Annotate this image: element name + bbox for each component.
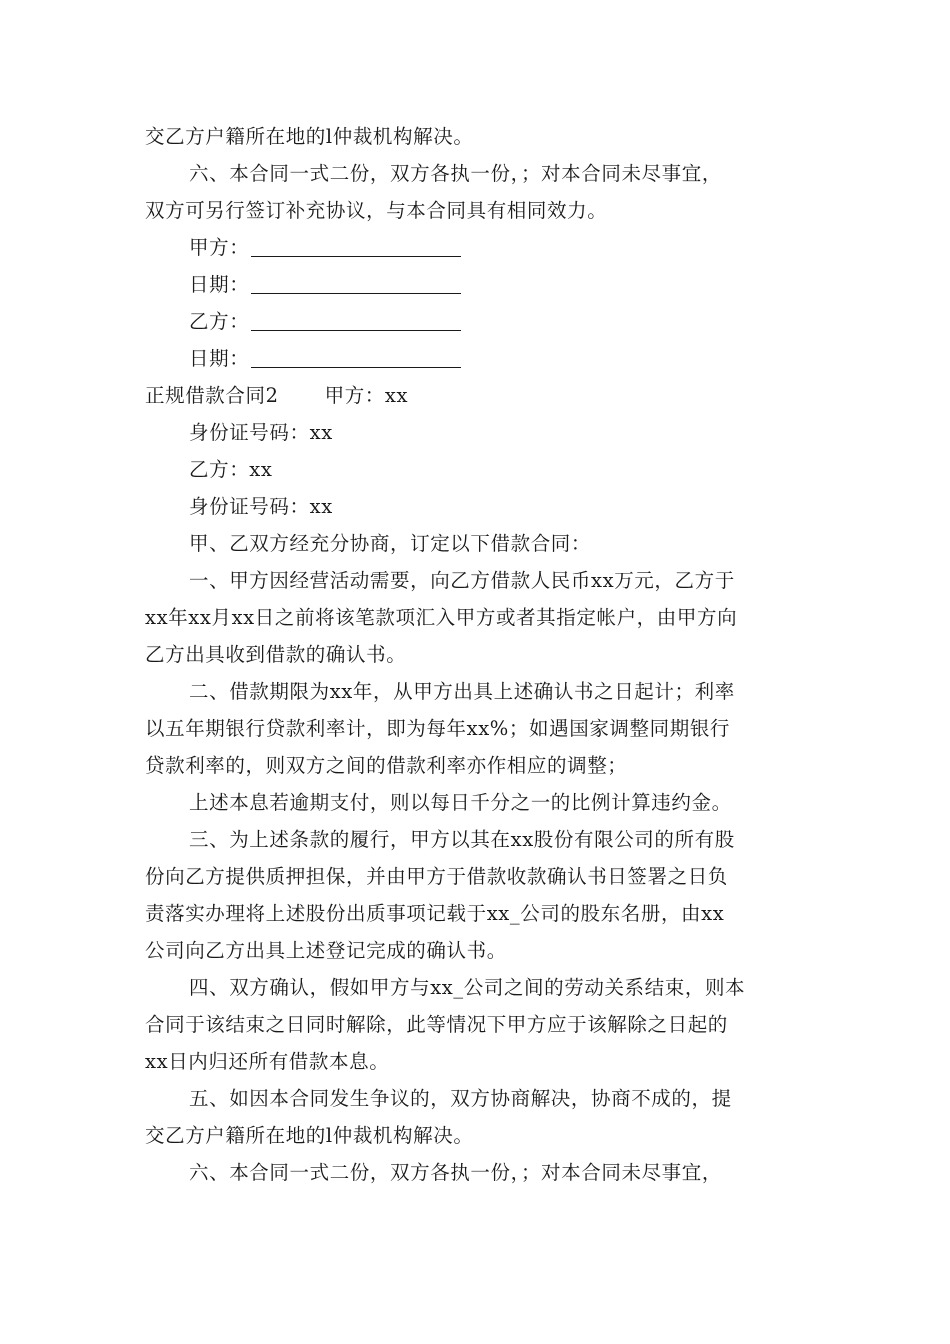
text-line: 以五年期银行贷款利率计，即为每年xx%；如遇国家调整同期银行 xyxy=(145,717,731,740)
signature-blank xyxy=(251,234,461,257)
signature-blank xyxy=(251,308,461,331)
signature-party-b xyxy=(145,303,810,340)
text-line: 公司向乙方出具上述登记完成的确认书。 xyxy=(145,939,507,962)
text-line: xx年xx月xx日之前将该笔款项汇入甲方或者其指定帐户，由甲方向 xyxy=(145,606,738,629)
text-line: 身份证号码：xx xyxy=(189,421,333,444)
document-page xyxy=(145,118,810,1191)
signature-label: 乙方： xyxy=(189,310,250,333)
text-line: 贷款利率的，则双方之间的借款利率亦作相应的调整； xyxy=(145,754,628,777)
signature-label: 日期： xyxy=(189,273,250,296)
contract-title: 正规借款合同2 xyxy=(145,384,279,407)
text-line: 三、为上述条款的履行，甲方以其在xx股份有限公司的所有股 xyxy=(189,828,735,851)
text-line: 乙方：xx xyxy=(189,458,273,481)
signature-blank xyxy=(251,271,461,294)
text-line: 上述本息若逾期支付，则以每日千分之一的比例计算违约金。 xyxy=(189,791,732,814)
text-line: 身份证号码：xx xyxy=(189,495,333,518)
text-line: 份向乙方提供质押担保，并由甲方于借款收款确认书日签署之日负 xyxy=(145,865,728,888)
signature-label: 日期： xyxy=(189,347,250,370)
signature-label: 甲方： xyxy=(189,236,250,259)
signature-date-b xyxy=(145,340,810,377)
signature-blank xyxy=(251,345,461,368)
text-line: 甲、乙双方经充分协商，订定以下借款合同： xyxy=(189,532,592,555)
text-line: 交乙方户籍所在地的l仲裁机构解决。 xyxy=(145,1124,474,1147)
text-line: 四、双方确认，假如甲方与xx_公司之间的劳动关系结束，则本 xyxy=(189,976,746,999)
text-line: 双方可另行签订补充协议，与本合同具有相同效力。 xyxy=(145,199,608,222)
signature-party-a xyxy=(145,229,810,266)
text-line: xx日内归还所有借款本息。 xyxy=(145,1050,390,1073)
text-line: 责落实办理将上述股份出质事项记载于xx_公司的股东名册，由xx xyxy=(145,902,725,925)
text-line: 交乙方户籍所在地的l仲裁机构解决。 xyxy=(145,125,474,148)
party-a-line: 甲方：xx xyxy=(324,384,409,407)
text-line: 合同于该结束之日同时解除，此等情况下甲方应于该解除之日起的 xyxy=(145,1013,728,1036)
text-line: 乙方出具收到借款的确认书。 xyxy=(145,643,407,666)
text-line: 五、如因本合同发生争议的，双方协商解决，协商不成的，提 xyxy=(189,1087,732,1110)
signature-date-a xyxy=(145,266,810,303)
text-line: 六、本合同一式二份，双方各执一份，；对本合同未尽事宜， xyxy=(189,162,722,185)
text-line: 二、借款期限为xx年，从甲方出具上述确认书之日起计；利率 xyxy=(189,680,735,703)
text-line: 六、本合同一式二份，双方各执一份，；对本合同未尽事宜， xyxy=(189,1161,722,1184)
text-line: 一、甲方因经营活动需要，向乙方借款人民币xx万元，乙方于 xyxy=(189,569,735,592)
contract-2-heading xyxy=(145,377,810,414)
